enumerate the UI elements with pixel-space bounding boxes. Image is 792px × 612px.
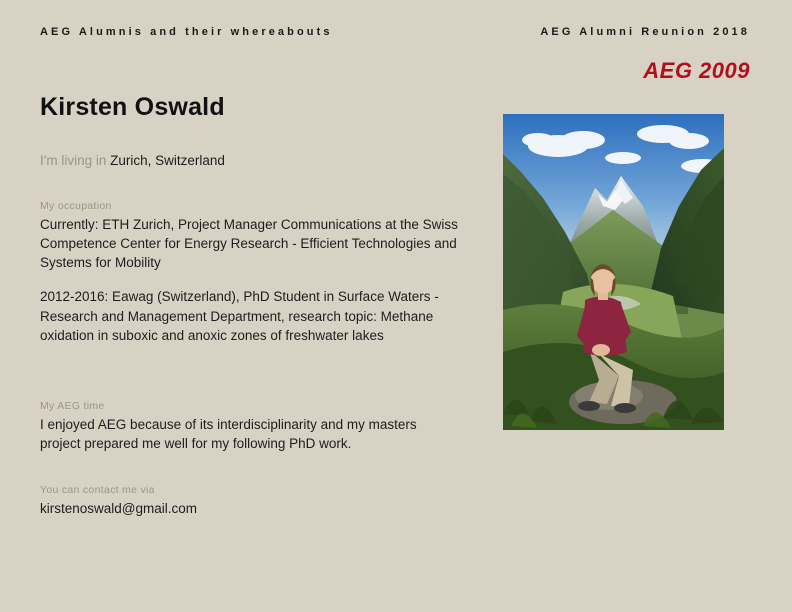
occupation-label: My occupation	[40, 200, 112, 212]
living-line	[40, 152, 470, 171]
occupation-previous: 2012-2016: Eawag (Switzerland), PhD Student in Surface Waters - Research and Management Department, research topic: Methane oxidation in suboxic and anoxic zones of freshwater lakes	[40, 289, 439, 343]
living-value: Zurich, Switzerland	[110, 153, 225, 168]
page-title: Kirsten Oswald	[40, 93, 225, 121]
occupation-current: Currently: ETH Zurich, Project Manager Communications at the Swiss Competence Center for Energy Research - Efficient Technologies and Systems for Mobility	[40, 217, 458, 271]
aeg-time-value: I enjoyed AEG because of its interdisciplinarity and my masters project prepared me well for my following PhD work.	[40, 417, 417, 452]
header-left-title: AEG Alumnis and their whereabouts	[40, 26, 333, 38]
contact-value: kirstenoswald@gmail.com	[40, 501, 198, 516]
aeg-time-label: My AEG time	[40, 400, 105, 412]
header-right-title: AEG Alumni Reunion 2018	[540, 26, 750, 38]
occupation-block	[40, 200, 460, 345]
year-badge: AEG 2009	[643, 58, 750, 83]
profile-photo	[503, 114, 724, 430]
living-label: I'm living in	[40, 153, 107, 168]
aeg-time-block	[40, 400, 460, 453]
contact-label: You can contact me via	[40, 484, 155, 496]
contact-block	[40, 484, 460, 518]
